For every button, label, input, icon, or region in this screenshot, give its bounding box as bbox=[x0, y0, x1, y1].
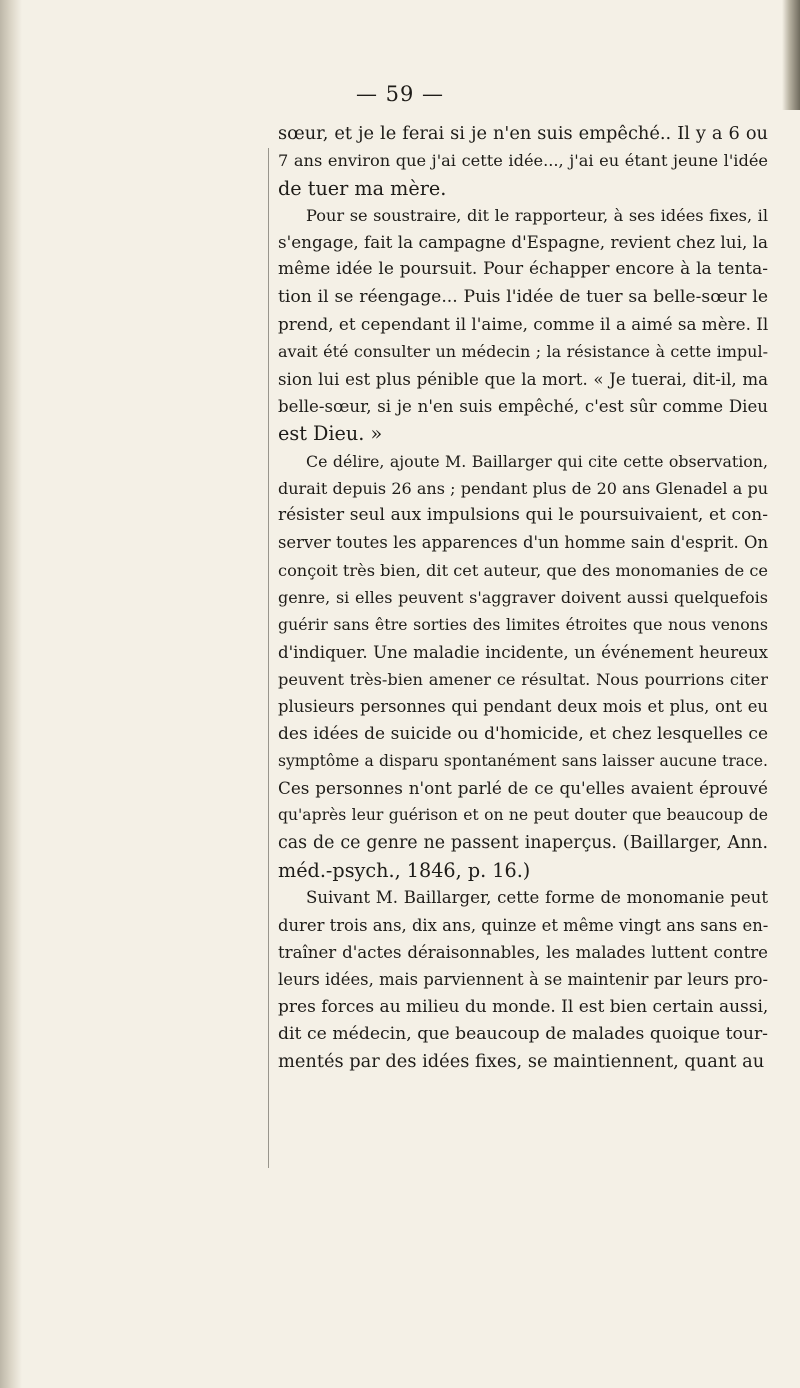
text-line: prend, et cependant il l'aime, comme il a aimé sa mère. Il bbox=[278, 314, 769, 335]
text-line: s'engage, fait la campagne d'Espagne, revient chez lui, la bbox=[278, 232, 768, 253]
text-line: Ce délire, ajoute M. Baillarger qui cite cette observation, bbox=[306, 451, 768, 471]
text-line: durer trois ans, dix ans, quinze et même vingt ans sans en- bbox=[278, 915, 769, 935]
text-line: guérir sans être sorties des limites étroites que nous venons bbox=[278, 615, 768, 635]
text-line: de tuer ma mère. bbox=[278, 176, 447, 200]
text-line: tion il se réengage... Puis l'idée de tuer sa belle-sœur le bbox=[278, 286, 768, 307]
text-line: dit ce médecin, que beaucoup de malades quoique tour- bbox=[278, 1023, 768, 1044]
text-line: d'indiquer. Une maladie incidente, un événement heureux bbox=[278, 642, 768, 662]
text-line: plusieurs personnes qui pendant deux mois et plus, ont eu bbox=[278, 697, 768, 717]
page-gutter-shadow bbox=[0, 0, 22, 1388]
text-line: mentés par des idées fixes, se maintiennent, quant au bbox=[278, 1051, 765, 1073]
text-line: des idées de suicide ou d'homicide, et chez lesquelles ce bbox=[278, 723, 768, 744]
text-line: belle-sœur, si je n'en suis empêché, c'est sûr comme Dieu bbox=[278, 396, 768, 416]
text-line: sion lui est plus pénible que la mort. « Je tuerai, dit-il, ma bbox=[278, 369, 768, 389]
page-number: — 59 — bbox=[355, 82, 445, 106]
text-line: Pour se soustraire, dit le rapporteur, à ses idées fixes, il bbox=[306, 205, 768, 225]
text-line: est Dieu. » bbox=[278, 422, 383, 446]
text-line: résister seul aux impulsions qui le poursuivaient, et con- bbox=[278, 505, 768, 526]
text-line: cas de ce genre ne passent inaperçus. (Baillarger, Ann. bbox=[278, 832, 768, 853]
text-line: genre, si elles peuvent s'aggraver doivent aussi quelquefois bbox=[278, 588, 768, 608]
text-line: leurs idées, mais parviennent à se maintenir par leurs pro- bbox=[278, 970, 768, 990]
text-line: méd.-psych., 1846, p. 16.) bbox=[278, 859, 531, 883]
text-line: sœur, et je le ferai si je n'en suis empêché.. Il y a 6 ou bbox=[278, 123, 768, 144]
text-line: conçoit très bien, dit cet auteur, que des monomanies de ce bbox=[278, 560, 768, 580]
text-line: avait été consulter un médecin ; la résistance à cette impul- bbox=[278, 342, 768, 362]
text-line: pres forces au milieu du monde. Il est bien certain aussi, bbox=[278, 996, 769, 1017]
text-line: même idée le poursuit. Pour échapper encore à la tenta- bbox=[278, 259, 768, 280]
text-line: qu'après leur guérison et on ne peut douter que beaucoup de bbox=[278, 806, 768, 825]
text-line: server toutes les apparences d'un homme sain d'esprit. On bbox=[278, 533, 768, 553]
text-line: Ces personnes n'ont parlé de ce qu'elles avaient éprouvé bbox=[278, 778, 768, 799]
body-text bbox=[278, 120, 768, 1075]
text-line: durait depuis 26 ans ; pendant plus de 20 ans Glenadel a pu bbox=[278, 478, 768, 498]
text-line: Suivant M. Baillarger, cette forme de monomanie peut bbox=[306, 888, 768, 908]
text-line: symptôme a disparu spontanément sans laisser aucune trace. bbox=[278, 751, 768, 770]
text-line: traîner d'actes déraisonnables, les malades luttent contre bbox=[278, 942, 768, 962]
scan-edge-line bbox=[268, 148, 269, 1168]
text-line: 7 ans environ que j'ai cette idée..., j'ai eu étant jeune l'idée bbox=[278, 151, 768, 171]
text-line: peuvent très-bien amener ce résultat. Nous pourrions citer bbox=[278, 669, 768, 689]
